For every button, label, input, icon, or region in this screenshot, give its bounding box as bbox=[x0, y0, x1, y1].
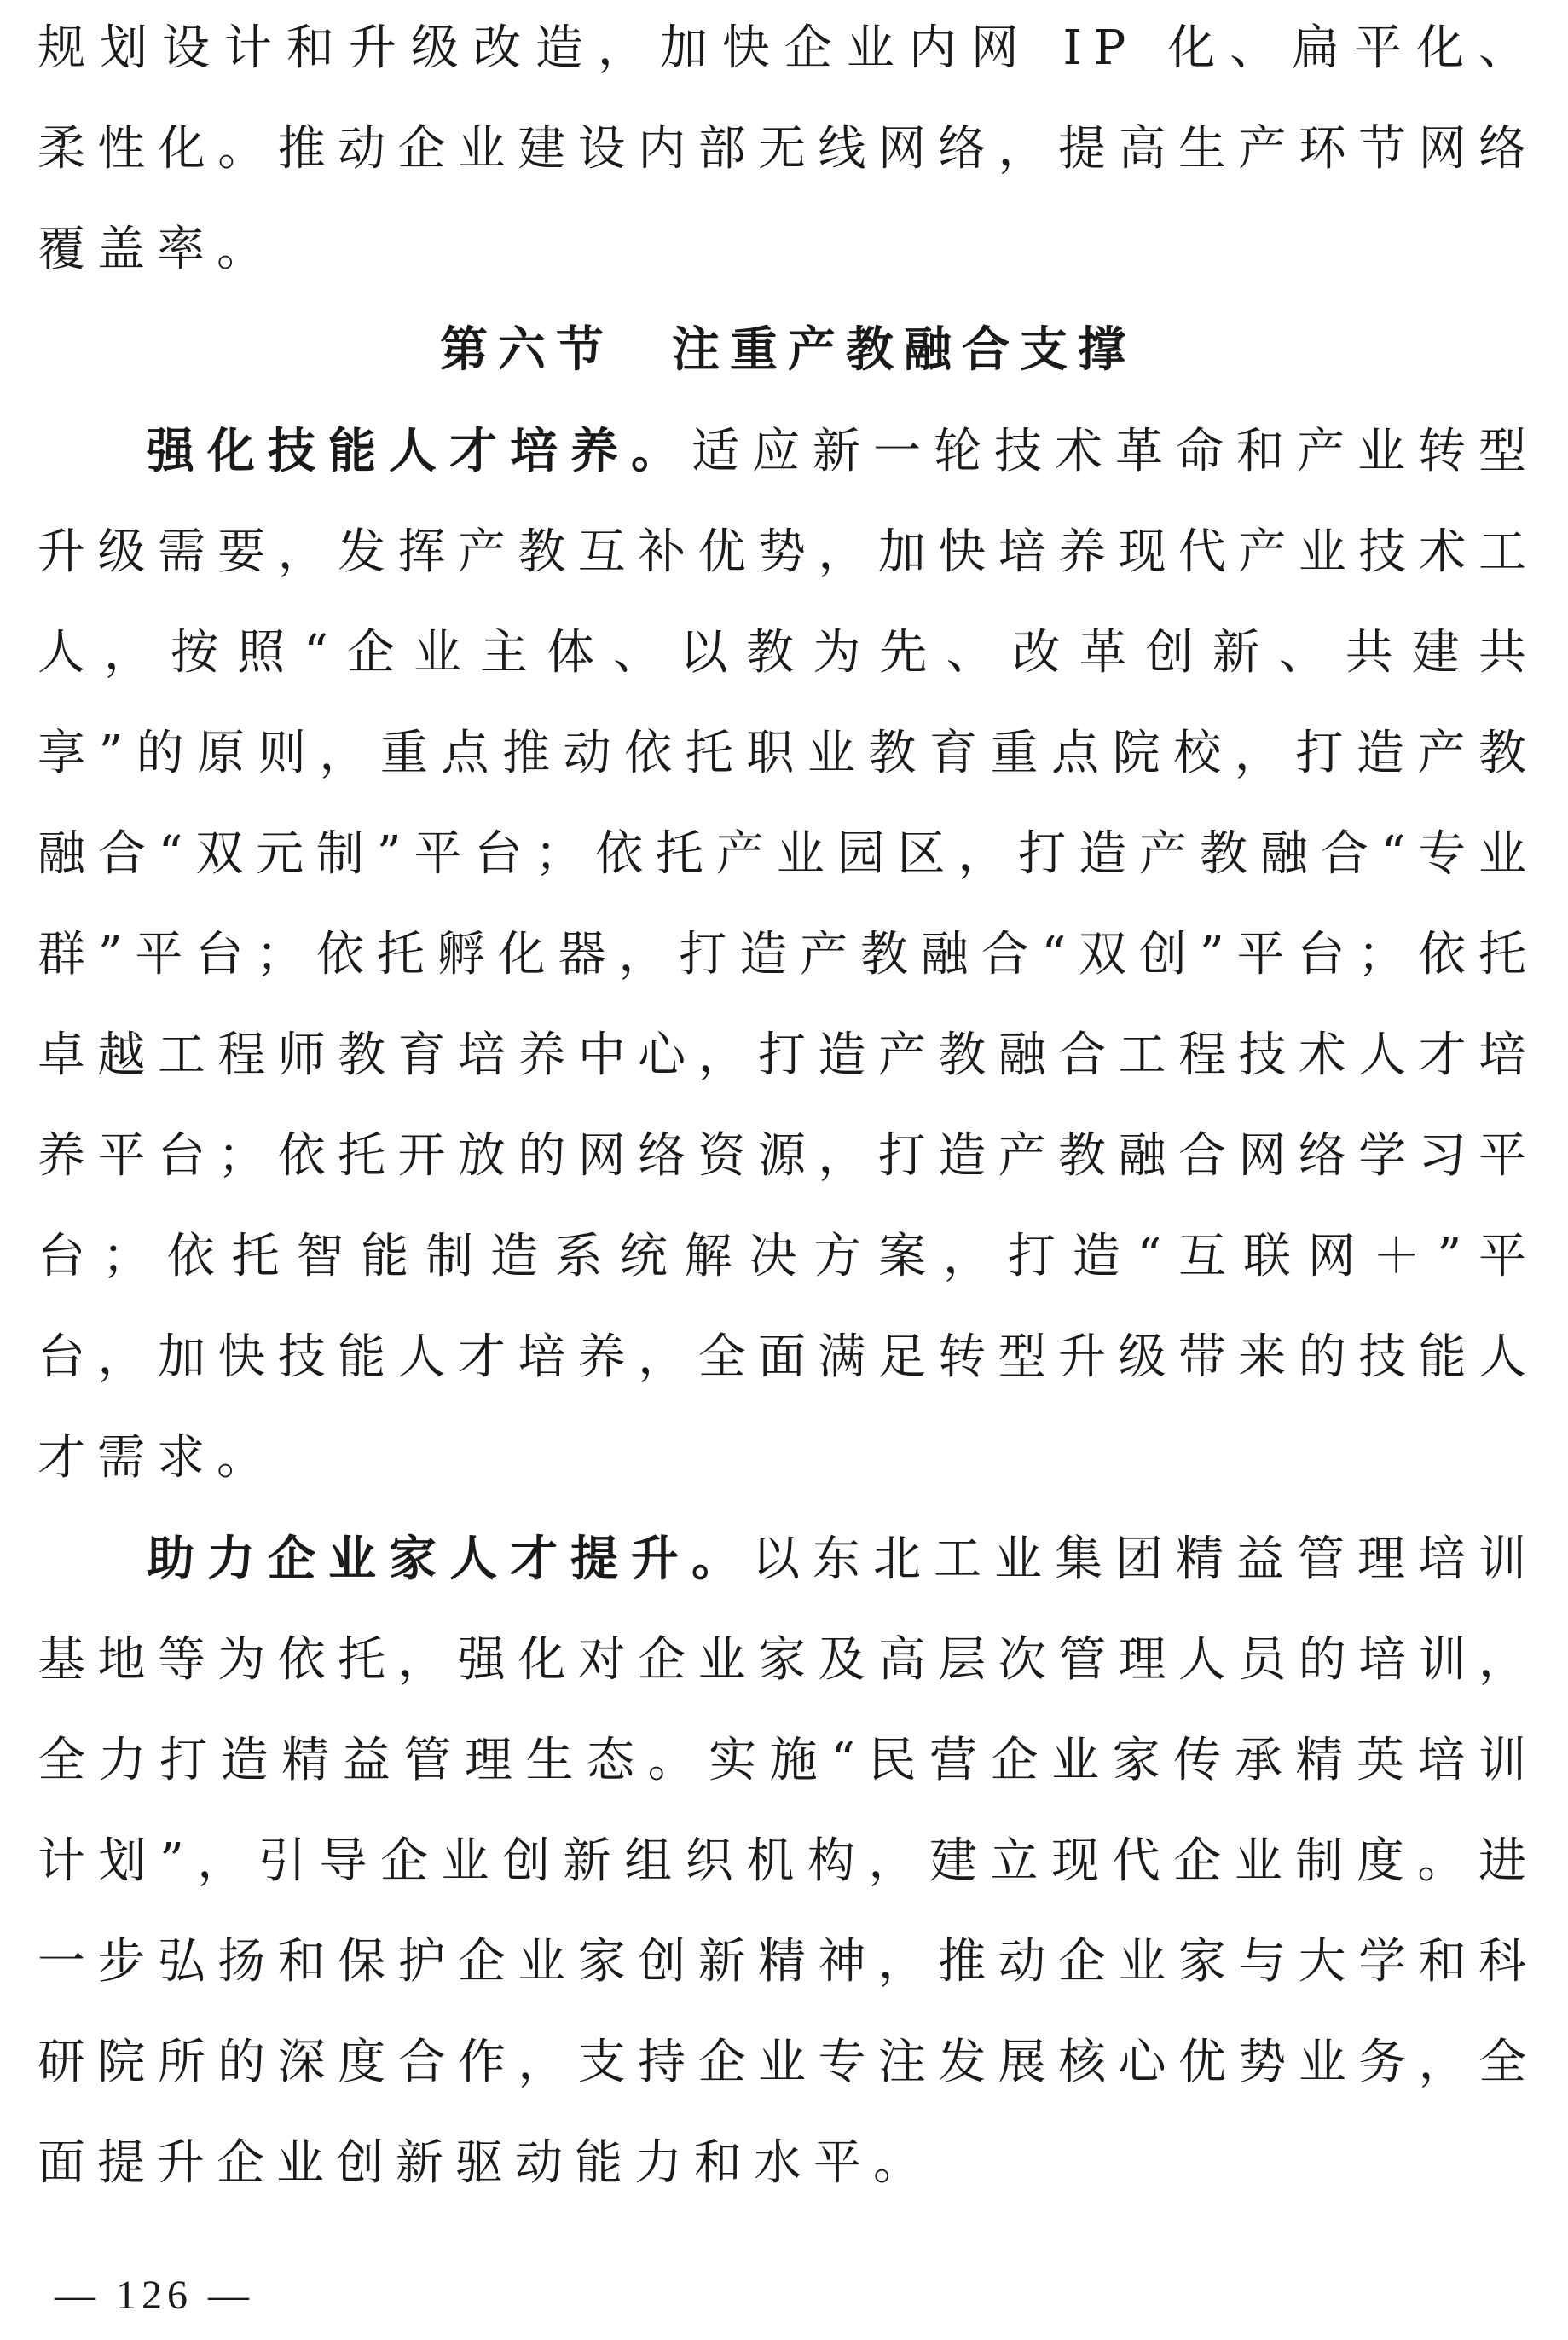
paragraph-lead: 助力企业家人才提升。 bbox=[147, 1531, 752, 1587]
paragraph-body: 适应新一轮技术革命和产业转型升级需要，发挥产教互补优势，加快培养现代产业技术工人，按照“企业主体、以教为先、改革创新、共建共享”的原则，重点推动依托职业教育重点院校，打造产教融合“双元制”平台；依托产业园区，打造产教融合“专业群”平台；依托孵化器，打造产教融合“双创”平台；依托卓越工程师教育培养中心，打造产教融合工程技术人才培养平台；依托开放的网络资源，打造产教融合网络学习平台；依托智能制造系统解决方案，打造“互联网＋”平台，加快技能人才培养，全面满足转型升级带来的技能人才需求。 bbox=[38, 424, 1538, 1486]
paragraph-entrepreneur-talent bbox=[38, 1509, 1538, 2214]
section-heading: 第六节 注重产教融合支撑 bbox=[440, 322, 1136, 378]
page-number: — 126 — bbox=[55, 2273, 254, 2318]
intro-paragraph: 规划设计和升级改造，加快企业内网 IP 化、扁平化、柔性化。推动企业建设内部无线网络，提高生产环节网络覆盖率。 bbox=[38, 20, 1538, 277]
paragraph-skills-talent bbox=[38, 401, 1538, 1509]
paragraph-lead: 强化技能人才培养。 bbox=[147, 423, 691, 479]
document-page bbox=[38, 0, 1538, 2214]
paragraph-body: 以东北工业集团精益管理培训基地等为依托，强化对企业家及高层次管理人员的培训，全力打造精益管理生态。实施“民营企业家传承精英培训计划”，引导企业创新组织机构，建立现代企业制度。进一步弘扬和保护企业家创新精神，推动企业家与大学和科研院所的深度合作，支持企业专注发展核心优势业务，全面提升企业创新驱动能力和水平。 bbox=[38, 1532, 1538, 2191]
